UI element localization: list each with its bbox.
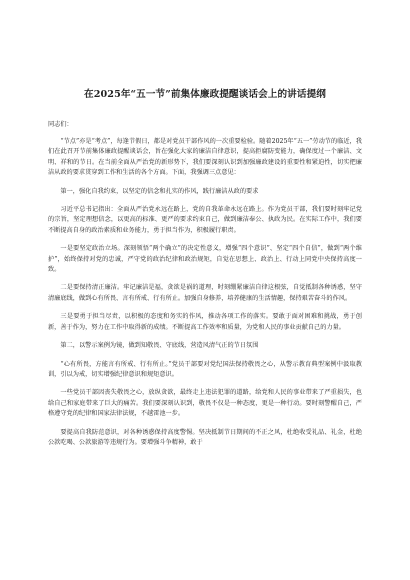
document-body xyxy=(48,137,362,448)
body-paragraph: “节点”亦是“考点”，每逢节假日，都是对党员干部作风的一次重要检验。随着2025年“五一”劳动节的临近，我们在此召开节前集体廉政提醒谈话会，旨在强化大家的廉洁自律意识，提高拒腐防变能力，确保度过一个廉洁、文明、祥和的节日。在当前全面从严治党的新形势下，我们要深刻认识到加强廉政建设的重要性和紧迫性，切实把廉洁从政的要求贯穿到工作和生活的各个方面。下面，我强调三点意见： xyxy=(48,138,362,177)
section-heading: 第一，强化自我约束，以坚定的信念和扎实的作风，践行廉洁从政的要求 xyxy=(60,187,259,195)
body-paragraph: “心有所畏，方能言有所戒、行有所止。”党员干部要对党纪国法保持敬畏之心，从警示教育典型案例中汲取教训，引以为戒，切实增强纪律意识和规矩意识。 xyxy=(48,360,362,378)
body-paragraph: 三是要勇于担当尽责，以积极的态度和务实的作风，推动各项工作的落实。要敢于面对困难和挑战，勇于创新，善于作为，努力在工作中取得新的成绩。不断提高工作效率和质量，为党和人民的事业贡献自己的力量。 xyxy=(48,313,362,331)
body-paragraph: 一些党员干部因丧失敬畏之心，放纵贪欲，最终走上违法犯罪的道路，给党和人民的事业带来了严重损失，也给自己和家庭带来了巨大的痛苦。我们要深刻认识到，敬畏不仅是一种态度，更是一种行动。要时刻警醒自己，严格遵守党的纪律和国家法律法规，不越雷池一步。 xyxy=(48,389,362,418)
salutation: 同志们： xyxy=(48,121,73,128)
body-paragraph: 一是要坚定政治立场。深刻领悟“两个确立”的决定性意义，增强“四个意识”、坚定“四个自信”，做到“两个维护”，始终保持对党的忠诚，严守党的政治纪律和政治规矩，自觉在思想上、政治上、行动上同党中央保持高度一致。 xyxy=(48,245,362,274)
body-paragraph: 要提高自我防范意识，对各种诱惑保持高度警惕。坚决抵制节日期间的不正之风，杜绝收受礼品、礼金，杜绝公款吃喝、公款旅游等违规行为。要增强斗争精神，敢于 xyxy=(48,428,362,446)
body-paragraph: 习近平总书记指出：全面从严治党永远在路上，党的自我革命永远在路上。作为党员干部，我们要时刻牢记党的宗旨，坚定理想信念，以更高的标准、更严的要求约束自己，做到廉洁奉公、执政为民。在实际工作中，我们要不断提高自身的政治素质和业务能力，勇于担当作为，积极履行职责。 xyxy=(48,206,362,234)
section-heading: 第二，以警示案例为镜，做到知敬畏、守底线，营造风清气正的节日氛围 xyxy=(60,342,259,350)
document-title: 在2025年“五一节”前集体廉政提醒谈话会上的讲话提纲 xyxy=(84,89,326,100)
body-paragraph: 二是要保持清正廉洁。牢记廉洁是福，贪欲是祸的道理，时刻绷紧廉洁自律这根弦，自觉抵制各种诱惑，坚守清廉底线，做到心有所畏、言有所戒、行有所止。加强自身修养，培养健康的生活情趣，保持艰苦奋斗的作风。 xyxy=(48,284,362,302)
